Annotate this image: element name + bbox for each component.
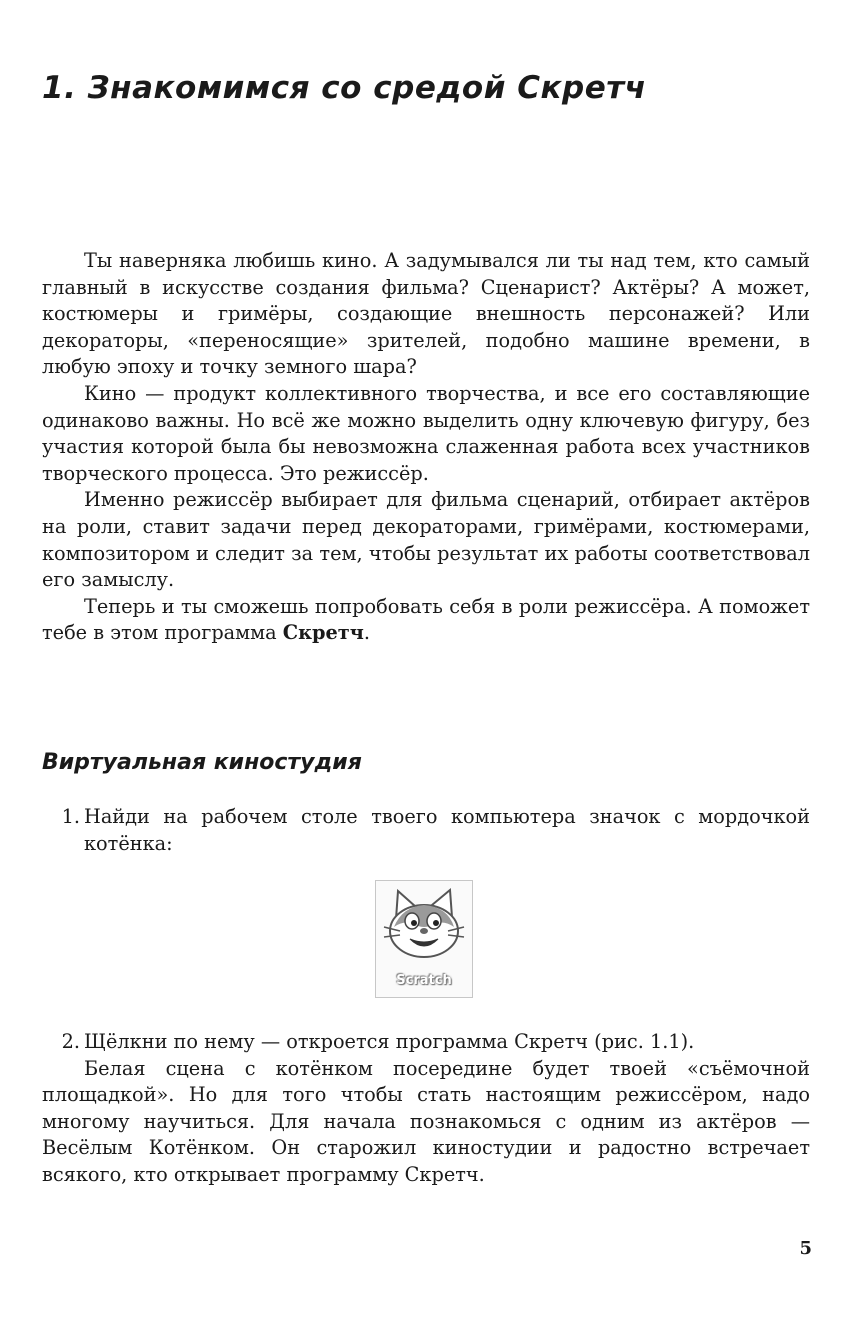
step-number: 1. (61, 805, 80, 828)
step-1-line (42, 804, 810, 857)
program-name: Скретч (282, 621, 364, 645)
step-2-line (42, 1029, 810, 1056)
intro-paragraph-4 (42, 594, 810, 647)
step-1 (42, 804, 810, 857)
intro-paragraph-4-start: Теперь и ты сможешь попробовать себя в роли режиссёра. А поможет тебе в этом программа (42, 594, 810, 645)
scratch-cat-icon (376, 881, 472, 973)
step-number: 2. (61, 1030, 80, 1053)
step-2-continuation: Белая сцена с котёнком посередине будет твоей «съёмочной площадкой». Но для того чтобы стать настоящим режиссёром, надо многому научиться. Для начала познакомься с одним из актёров — Весёлым Котёнком. Он старожил киностудии и радостно встречает всякого, кто открывает программу Скретч. (42, 1056, 810, 1186)
intro-paragraph-4-end: . (363, 621, 371, 645)
chapter-title: 1. Знакомимся со средой Скретч (42, 70, 647, 106)
step-2 (42, 1029, 810, 1189)
page-number: 5 (799, 1238, 812, 1259)
intro-paragraph-1: Ты наверняка любишь кино. А задумывался ли ты над тем, кто самый главный в искусстве создания фильма? Сценарист? Актёры? А может, костюмеры и гримёры, создающие внешность персонажей? Или декораторы, «переносящие» зрителей, подобно машине времени, в любую эпоху и точку земного шара? (42, 249, 810, 379)
scratch-icon-label: Scratch (396, 973, 452, 988)
intro-text (42, 248, 810, 647)
scratch-desktop-icon[interactable] (375, 880, 473, 998)
intro-paragraph-2: Кино — продукт коллективного творчества, и все его составляющие одинаково важны. Но всё же можно выделить одну ключевую фигуру, без участия которой была бы невозможна слаженная работа всех участников творческого процесса. Это режиссёр. (42, 381, 810, 485)
step-text: Найди на рабочем столе твоего компьютера значок с мордочкой котёнка: (84, 805, 810, 855)
intro-paragraph-3: Именно режиссёр выбирает для фильма сценарий, отбирает актёров на роли, ставит задачи перед декораторами, гримёрами, костюмерами, композитором и следит за тем, чтобы результат их работы соответствовал его замыслу. (42, 488, 810, 592)
section-title: Виртуальная киностудия (42, 750, 362, 775)
step-text: Щёлкни по нему — откроется программа Скретч (рис. 1.1). (84, 1030, 695, 1053)
